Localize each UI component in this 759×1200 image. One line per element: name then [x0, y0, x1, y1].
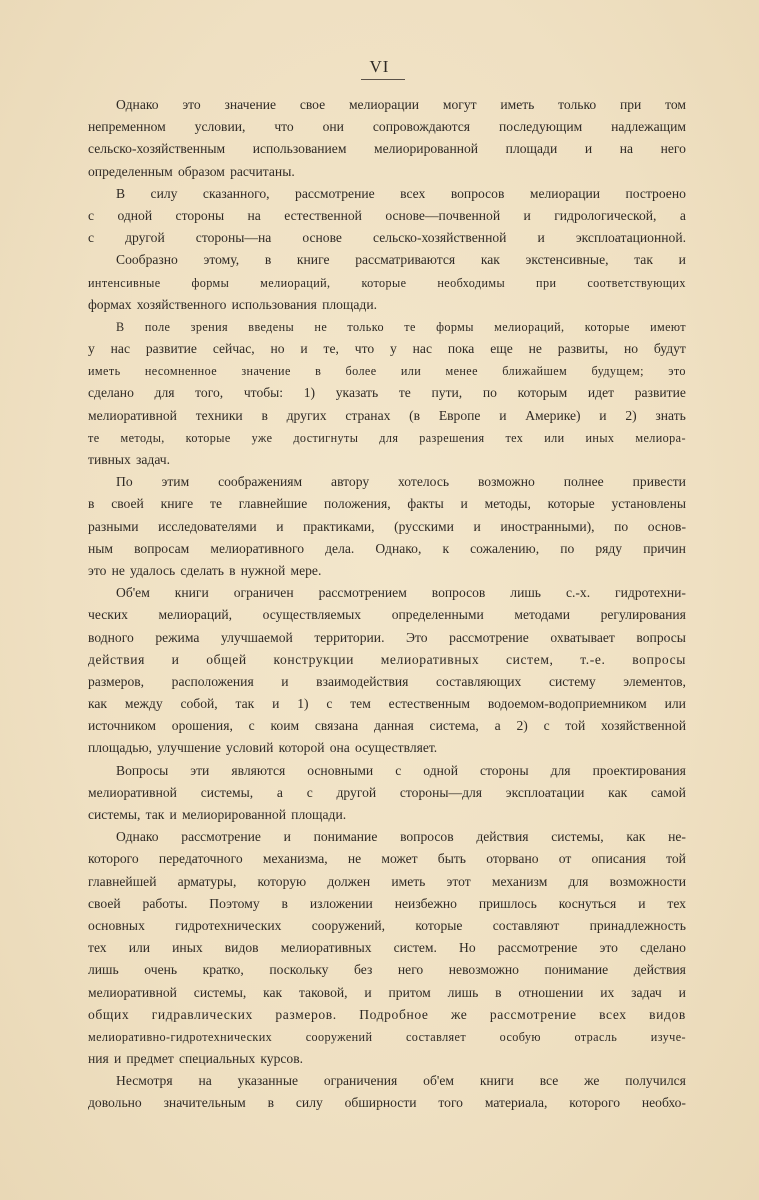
text-line: Вопросы эти являются основными с одной стороны для проектирования — [116, 762, 686, 778]
text-line: Однако рассмотрение и понимание вопросов действия системы, как не- — [116, 829, 686, 845]
text-line: сельско-хозяйственным использованием мелиорированной площади и на него — [88, 141, 686, 157]
text-line: основных гидротехнических сооружений, которые составляют принадлежность — [88, 917, 686, 933]
text-line: В силу сказанного, рассмотрение всех вопросов мелиорации построено — [116, 185, 686, 201]
text-line: системы, так и мелиорированной площади. — [88, 807, 347, 822]
text-line: ческих мелиораций, осуществляемых определенными методами регулирования — [88, 607, 686, 623]
text-line: с одной стороны на естественной основе—почвенной и гидрологической, а — [88, 207, 686, 223]
text-line: мелиоративной системы, как таковой, и притом лишь в отношении их задач и — [88, 984, 686, 1000]
text-line: определенным образом расчитаны. — [88, 163, 295, 179]
text-line: источником орошения, с коим связана данная система, а 2) с той хозяйственной — [88, 718, 686, 734]
text-line: В поле зрения введены не только те формы мелиораций, которые имеют — [116, 319, 686, 334]
text-line: как между собой, так и 1) с тем естественным водоемом-водоприемником или — [88, 696, 686, 712]
text-line: мелиоративно-гидротехнических сооружений составляет особую отрасль изуче- — [88, 1029, 686, 1044]
page-number-underline — [361, 79, 405, 80]
text-line: Об'ем книги ограничен рассмотрением вопросов лишь с.-х. гидротехни- — [116, 585, 686, 601]
text-line: формах хозяйственного использования площади. — [88, 296, 378, 312]
text-line: у нас развитие сейчас, но и те, что у нас пока еще не развиты, но будут — [88, 341, 686, 357]
text-line: ния и предмет специальных курсов. — [88, 1051, 304, 1067]
text-line: общих гидравлических размеров. Подробное же рассмотрение всех видов — [88, 1006, 686, 1022]
text-line: мелиоративной системы, а с другой стороны—для эксплоатации как самой — [88, 784, 686, 800]
text-line: тех или иных видов мелиоративных систем. Но рассмотрение это сделано — [88, 940, 686, 956]
text-line: которого передаточного механизма, не может быть оторвано от описания той — [88, 851, 686, 867]
text-line: По этим соображениям автору хотелось возможно полнее привести — [116, 474, 686, 490]
text-line: размеров, расположения и взаимодействия составляющих систему элементов, — [88, 673, 686, 689]
text-line: ным вопросам мелиоративного дела. Однако, к сожалению, по ряду причин — [88, 540, 686, 556]
text-line: это не удалось сделать в нужной мере. — [88, 562, 322, 578]
text-line: Сообразно этому, в книге рассматриваются как экстенсивные, так и — [116, 252, 686, 268]
text-line: иметь несомненное значение в более или менее ближайшем будущем; это — [88, 364, 686, 379]
text-line: сделано для того, чтобы: 1) указать те пути, по которым идет развитие — [88, 385, 686, 401]
text-line: непременном условии, что они сопровождаются последующим надлежащим — [88, 119, 686, 135]
text-line: водного режима улучшаемой территории. Это рассмотрение охватывает вопросы — [88, 629, 686, 645]
text-line: разными исследователями и практиками, (русскими и иностранными), по основ- — [88, 518, 686, 534]
text-line: довольно значительным в силу обширности того материала, которого необхо- — [88, 1095, 686, 1111]
text-line: Однако это значение свое мелиорации могут иметь только при том — [116, 97, 686, 112]
text-line: площадью, улучшение условий которой она осуществляет. — [88, 740, 438, 756]
page-number: VI — [369, 57, 390, 76]
text-line: интенсивные формы мелиораций, которые необходимы при соответствующих — [88, 275, 686, 290]
text-line: с другой стороны—на основе сельско-хозяйственной и эксплоатационной. — [88, 230, 686, 246]
body-text — [88, 94, 686, 1115]
text-line: те методы, которые уже достигнуты для разрешения тех или иных мелиора- — [88, 430, 686, 445]
text-line: мелиоративной техники в других странах (в Европе и Америке) и 2) знать — [88, 407, 686, 423]
text-line: действия и общей конструкции мелиоративных систем, т.-е. вопросы — [88, 651, 686, 667]
text-line: Несмотря на указанные ограничения об'ем книги все же получился — [116, 1073, 686, 1089]
text-line: главнейшей арматуры, которую должен иметь этот механизм для возможности — [88, 873, 686, 889]
text-line: лишь очень кратко, поскольку без него невозможно понимание действия — [88, 962, 686, 978]
text-line: своей работы. Поэтому в изложении неизбежно пришлось коснуться и тех — [88, 895, 686, 911]
text-line: в своей книге те главнейшие положения, факты и методы, которые установлены — [88, 496, 686, 512]
text-line: тивных задач. — [88, 452, 171, 467]
